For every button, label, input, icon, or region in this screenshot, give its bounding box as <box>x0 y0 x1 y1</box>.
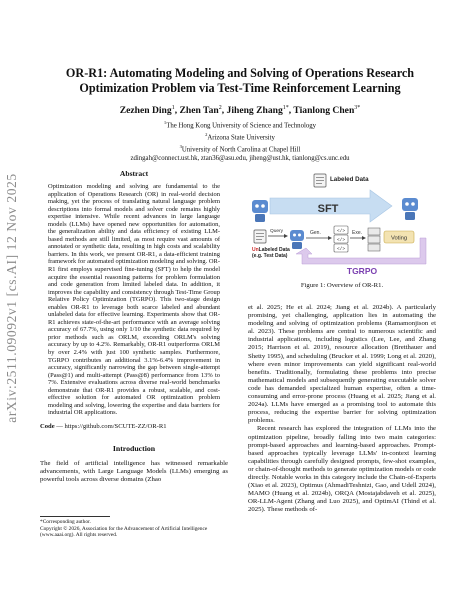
code-link[interactable]: — https://github.com/SCUTE-ZZ/OR-R1 <box>54 423 167 430</box>
author-list: Zezhen Ding$^1$, Zhen Tan$^2$, Jiheng Zhang$^{1*}$, Tianlong Chen$^{3*}$ <box>119 105 361 117</box>
affiliation-line: $^2$Arizona State University <box>205 131 275 142</box>
svg-text:</>: </> <box>336 247 346 252</box>
footnote-copyright: Copyright © 2026, Association for the Advancement of Artificial Intelligence (www.aaai.org). All rights reserved. <box>40 525 208 539</box>
svg-text:</>: </> <box>336 238 346 243</box>
footnotes <box>40 519 228 539</box>
policy-robot-icon <box>290 230 304 249</box>
introduction-heading: Introduction <box>112 444 156 453</box>
sft-label: SFT <box>317 203 339 215</box>
affiliation-line: $^3$University of North Carolina at Chapel Hill <box>179 143 301 153</box>
abstract-body: Optimization modeling and solving are fundamental to the application of Operations Research (OR) in real-world decision making, yet the process of translating natural language problem descriptions into formal models and solver code remains highly expertise intensive. While recent advances in large language models (LLMs) have opened new opportunities for automation, the generalization ability and data efficiency of existing LLM-based methods are still limited, as most require vast amounts of annotated or synthetic data, resulting in high costs and scalability barriers. In this work, we present OR-R1, a data-efficient training framework for automated optimization modeling and solving. OR-R1 first employs supervised fine-tuning (SFT) to help the model acquire the essential reasoning patterns for problem formulation and code generation from limited labeled data. In addition, it improves the capability and consistency through Test-Time Group Relative Policy Optimization (TGRPO). This two-stage design enables OR-R1 to leverage both scarce labeled and abundant unlabeled data for effective learning. Experiments show that OR-R1 achieves state-of-the-art performance with an average solving accuracy of 67.7%, using only 1/10 the synthetic data required by prior methods such as ORLM, exceeding ORLM's solving accuracy by up to 4.2%. Remarkably, OR-R1 outperforms ORLM by over 2.4% with just 100 synthetic samples. Furthermore, TGRPO contributes an additional 3.1%-6.4% improvement in accuracy, significantly narrowing the gap between single-attempt (Pass@1) and multi-attempt (Pass@8) performance from 13% to 7%. Extensive evaluations across diverse real-world benchmarks demonstrate that OR-R1 provides a robust, scalable, and cost-effective solution for automated OR optimization problem modeling and solving, lowering the expertise and data barriers for industrial OR applications. <box>48 183 220 417</box>
body-paragraph: et al. 2025; He et al. 2024; Jiang et al. 2024b). A particularly promising, yet challenging, application lies in automating the modeling and solving of optimization problems (Ramamonjison et al. 2023). These problems are central to numerous scientific and industrial applications, including logistics (Lee, Lee, and Zhang 2015; Harrison et al. 2019), resource allocation (Bretthauer and Shetty 1995), and scheduling (Brucker et al. 1999; Long et al. 2020), where even minor improvements can yield significant real-world benefits. Traditionally, formulating these problems into precise mathematical models and subsequently generating executable solver code has demanded specialized human expertise, often a time-consuming and error-prone process (Huang et al. 2025; Jiang et al. 2024a). LLMs have emerged as a promising tool to automate this process, reducing the expertise barrier for solving optimization problems. <box>248 304 436 425</box>
author-affiliation-mark: 3* <box>354 105 361 111</box>
affiliations <box>40 119 440 163</box>
author-name: Zhen Tan <box>179 105 219 117</box>
robot-icon <box>252 200 268 222</box>
right-column-body <box>248 304 436 514</box>
voting-label: Voting <box>390 235 408 242</box>
unlabeled-data-label: UnLabeled Data <box>252 247 290 253</box>
author-affiliation-mark: 1 <box>171 105 175 111</box>
code-label: Code <box>40 423 55 430</box>
gen-label: Gen. <box>310 230 321 236</box>
robot-icon <box>402 198 418 220</box>
author-affiliation-mark: 2 <box>218 105 222 111</box>
query-label: Query <box>270 229 284 234</box>
author-name: Tianlong Chen <box>293 105 355 117</box>
author-name: Zezhen Ding <box>119 105 172 117</box>
footnote-corresponding: *Corresponding author. <box>40 519 91 525</box>
labeled-data-icon <box>314 174 326 187</box>
generated-code-stack <box>334 226 348 252</box>
tgrpo-label: TGRPO <box>346 266 378 276</box>
unlabeled-data-icon <box>254 230 266 243</box>
execution-results-stack <box>368 228 380 251</box>
figure-caption: Figure 1: Overview of OR-R1. <box>300 282 384 289</box>
exe-label: Exe. <box>352 230 363 236</box>
body-paragraph: Recent research has explored the integration of LLMs into the optimization pipeline, broadly falling into two main categories: prompt-based approaches and learning-based approaches. Prompt-based approaches typically leverage LLMs' in-context learning capabilities through carefully designed prompts, few-shot examples, or chain-of-thought methods to generate optimization models or code directly. Notable works in this category include the Chain-of-Experts (Xiao et al. 2023), Optimus (AhmadiTeshnizi, Gao, and Udell 2024), MAMO (Huang et al. 2024b), ORQA (Mostajabdaveh et al. 2025), OR-LLM-Agent (Zhang and Luo 2025), and OptimAI (Thind et al. 2025). These methods of- <box>248 425 436 514</box>
figure-overview <box>250 168 436 278</box>
footnote-rule <box>40 516 110 517</box>
author-emails: zdingah@connect.ust.hk, ztan36@asu.edu, jiheng@ust.hk, tianlong@cs.unc.edu <box>130 154 350 162</box>
introduction-body: The field of artificial intelligence has witnessed remarkable advancements, with Large Language Models (LLMs) emerging as powerful tools across diverse domains (Zhao <box>40 460 228 484</box>
affiliation-line: $^1$The Hong Kong University of Science and Technology <box>163 120 317 130</box>
paper-title: OR-R1: Automating Modeling and Solving of Operations Research Optimization Problem via Test-Time Reinforcement Learning <box>65 66 415 95</box>
labeled-data-label: Labeled Data <box>330 176 369 183</box>
arxiv-identifier: arXiv:2511.09092v1 [cs.AI] 12 Nov 2025 <box>4 173 19 423</box>
author-name: Jiheng Zhang <box>226 105 283 117</box>
abstract-heading: Abstract <box>119 169 149 178</box>
svg-text:</>: </> <box>336 229 346 234</box>
author-affiliation-mark: 1* <box>282 105 289 111</box>
code-link-line <box>40 423 228 430</box>
unlabeled-data-example: (e.g. Test Data) <box>252 253 288 259</box>
